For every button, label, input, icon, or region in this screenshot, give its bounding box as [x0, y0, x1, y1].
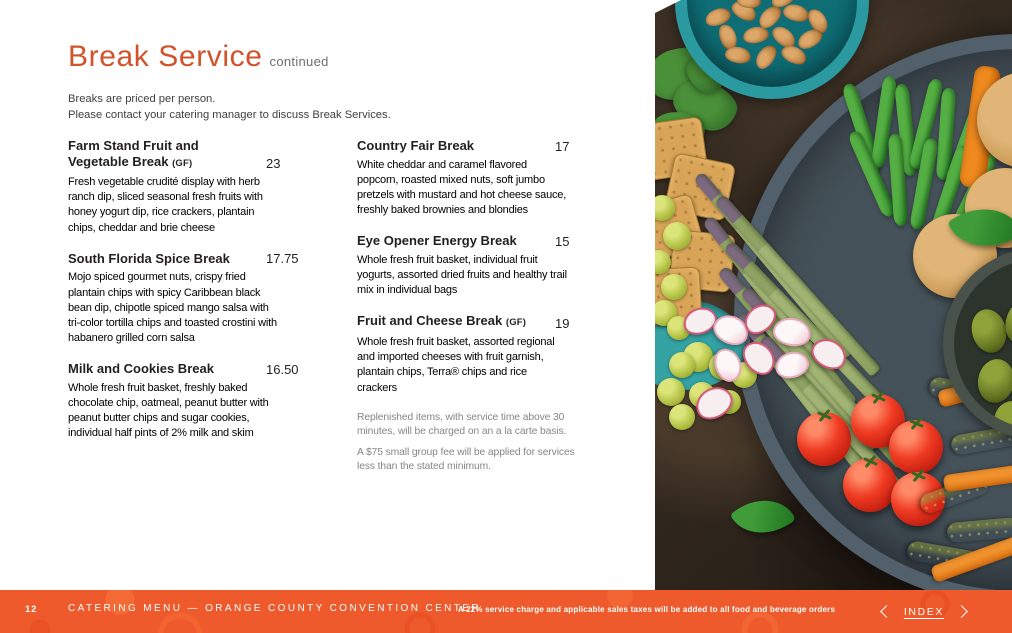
- menu-item-description: White cheddar and caramel flavored popcorn, roasted mixed nuts, soft jumbo pretzels with mustard and hot cheese sauce, freshly baked brownies and blondies: [357, 158, 567, 217]
- footnote: A $75 small group fee will be applied for services less than the stated minimum.: [357, 446, 575, 472]
- page-title: [68, 40, 608, 74]
- menu-item-price: 23: [266, 156, 281, 171]
- menu-item-name: Milk and Cookies Break: [68, 361, 214, 377]
- green-grape: [669, 352, 695, 378]
- menu-column-right: [357, 138, 582, 481]
- tomato-stem: [871, 392, 887, 404]
- menu-item-header: [357, 138, 582, 154]
- menu-item-header: [68, 251, 300, 267]
- basil-leaf: [730, 485, 797, 549]
- menu-item-description: Fresh vegetable crudité display with herb ranch dip, sliced seasonal fresh fruits with honey yogurt dip, rice crackers, plantain chips, cheddar and brie cheese: [68, 176, 263, 234]
- service-charge-disclaimer: A 22% service charge and applicable sales taxes will be added to all food and beverage orders: [458, 605, 836, 614]
- page-title-suffix: continued: [269, 54, 329, 69]
- menu-item-price: 15: [555, 233, 570, 249]
- menu-content: [68, 0, 608, 481]
- menu-item-header: [357, 233, 582, 249]
- food-photo: [655, 0, 1012, 590]
- menu-item: [357, 138, 582, 218]
- gluten-free-tag: (GF): [172, 157, 193, 169]
- menu-item-header: [68, 361, 300, 377]
- footer-bar: [0, 590, 1012, 633]
- menu-item: [68, 138, 300, 236]
- green-grape: [663, 222, 691, 250]
- menu-item-name: Country Fair Break: [357, 138, 475, 153]
- footer-title: CATERING MENU — ORANGE COUNTY CONVENTION CENTER: [68, 603, 482, 614]
- footnote: Replenished items, with service time above 30 minutes, will be charged on an a la carte basis.: [357, 411, 567, 437]
- chevron-right-icon[interactable]: [955, 605, 968, 618]
- menu-item: [68, 251, 300, 347]
- page-corner: [655, 0, 681, 13]
- menu-item-header: [357, 313, 582, 331]
- menu-item: [68, 361, 300, 441]
- green-grape: [657, 378, 685, 406]
- menu-item-description: Mojo spiced gourmet nuts, crispy fried plantain chips with spicy Caribbean black bean dip, chipotle spiced mango salsa with tri-color tortilla chips and toasted crostini with habanero grilled corn salsa: [68, 271, 277, 345]
- menu-item-name: South Florida Spice Break: [68, 250, 230, 266]
- page-number: 12: [25, 604, 38, 615]
- menu-columns: [68, 138, 608, 481]
- menu-item-header: [68, 138, 300, 171]
- intro-line: Please contact your catering manager to discuss Break Services.: [68, 109, 391, 121]
- menu-item: [357, 233, 582, 298]
- menu-item-description: Whole fresh fruit basket, individual fruit yogurts, assorted dried fruits and healthy trail mix in individual bags: [357, 253, 567, 297]
- menu-item-name: Eye Opener Energy Break: [357, 233, 517, 249]
- index-link[interactable]: INDEX: [903, 605, 944, 618]
- menu-item-description: Whole fresh fruit basket, assorted regional and imported cheeses with fruit garnish, plantain chips, Terra® chips and rice crackers: [357, 335, 555, 394]
- menu-column-left: [68, 138, 300, 481]
- gluten-free-tag: (GF): [505, 317, 527, 329]
- menu-item-price: 17.75: [266, 251, 299, 267]
- almond: [752, 42, 780, 72]
- menu-item-name: Fruit and Cheese Break (GF): [357, 313, 527, 329]
- green-grape: [661, 274, 687, 300]
- intro-line: Breaks are priced per person.: [68, 93, 216, 105]
- olive: [974, 356, 1012, 406]
- menu-item-price: 16.50: [266, 361, 299, 377]
- menu-item-name: Farm Stand Fruit and Vegetable Break (GF): [68, 138, 199, 169]
- index-navigation: [882, 590, 966, 633]
- menu-item-price: 17: [555, 138, 570, 154]
- footnotes: [357, 411, 582, 474]
- tomato-stem: [863, 456, 879, 468]
- menu-item: [357, 313, 582, 395]
- tomato-stem: [911, 470, 927, 482]
- page-title-text: Break Service: [68, 40, 263, 73]
- almond: [724, 45, 752, 65]
- tomato-stem: [817, 410, 833, 422]
- chevron-left-icon[interactable]: [880, 605, 893, 618]
- green-grape: [669, 404, 695, 430]
- menu-item-description: Whole fresh fruit basket, freshly baked chocolate chip, oatmeal, peanut butter with peanut butter chips and sugar cookies, individual half pints of 2% milk and skim: [68, 381, 269, 440]
- tomato-stem: [909, 418, 925, 430]
- olive: [967, 305, 1011, 356]
- menu-item-price: 19: [555, 315, 570, 331]
